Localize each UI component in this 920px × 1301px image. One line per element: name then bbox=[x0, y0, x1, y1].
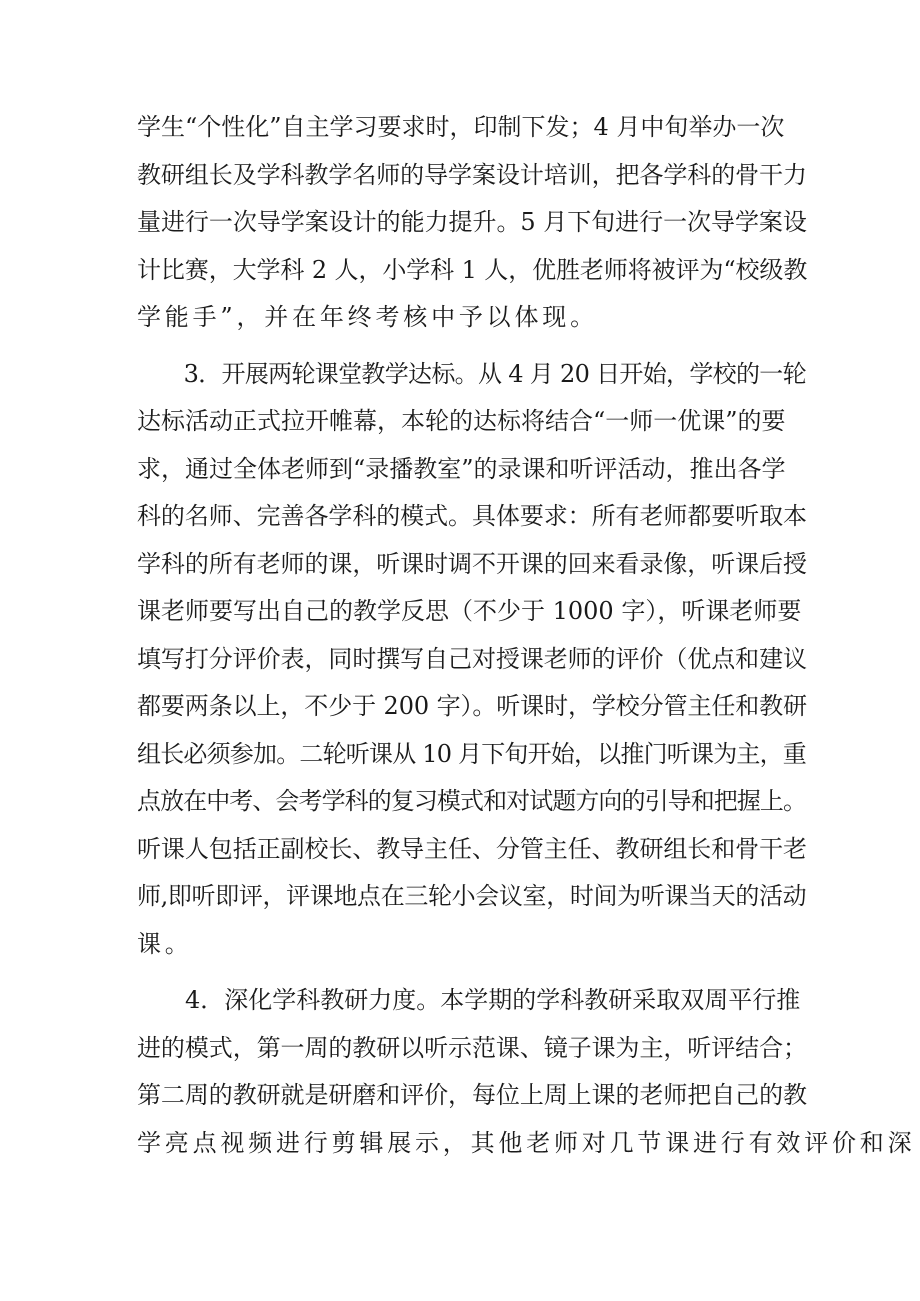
paragraph bbox=[137, 977, 916, 1167]
text-line: 学亮点视频进行剪辑展示，其他老师对几节课进行有效评价和深 bbox=[137, 1128, 916, 1157]
text-line: 组长必须参加。二轮听课从 10 月下旬开始，以推门听课为主，重 bbox=[137, 739, 806, 768]
text-line: 填写打分评价表，同时撰写自己对授课老师的评价（优点和建议 bbox=[137, 644, 807, 673]
document-body bbox=[137, 104, 916, 1167]
text-line: 3．开展两轮课堂教学达标。从 4 月 20 日开始，学校的一轮 bbox=[137, 359, 806, 388]
paragraph-spacer bbox=[137, 342, 807, 351]
paragraph-spacer bbox=[137, 968, 807, 977]
text-line: 4．深化学科教研力度。本学期的学科教研采取双周平行推 bbox=[137, 986, 801, 1014]
text-line: 计比赛，大学科 2 人，小学科 1 人，优胜老师将被评为“校级教 bbox=[137, 255, 808, 284]
text-line: 学能手”，并在年终考核中予以体现。 bbox=[137, 303, 598, 331]
text-line: 师,即听即评，评课地点在三轮小会议室，时间为听课当天的活动 bbox=[137, 882, 807, 910]
text-line: 学科的所有老师的课，听课时调不开课的回来看录像，听课后授 bbox=[137, 549, 807, 578]
text-line: 都要两条以上，不少于 200 字）。听课时，学校分管主任和教研 bbox=[137, 692, 807, 720]
text-line: 科的名师、完善各学科的模式。具体要求：所有老师都要听取本 bbox=[137, 502, 807, 530]
text-line: 听课人包括正副校长、教导主任、分管主任、教研组长和骨干老 bbox=[137, 834, 807, 863]
text-line: 点放在中考、会考学科的复习模式和对试题方向的引导和把握上。 bbox=[137, 787, 807, 815]
paragraph bbox=[137, 104, 807, 342]
text-line: 求，通过全体老师到“录播教室”的录课和听评活动，推出各学 bbox=[137, 454, 786, 483]
paragraph bbox=[137, 351, 807, 969]
text-line: 量进行一次导学案设计的能力提升。5 月下旬进行一次导学案设 bbox=[137, 208, 807, 236]
text-line: 进的模式，第一周的教研以听示范课、镜子课为主，听评结合； bbox=[137, 1033, 807, 1062]
text-line: 达标活动正式拉开帷幕，本轮的达标将结合“一师一优课”的要 bbox=[137, 407, 786, 435]
text-line: 学生“个性化”自主学习要求时，印制下发；4 月中旬举办一次 bbox=[137, 113, 785, 141]
text-line: 课老师要写出自己的教学反思（不少于 1000 字），听课老师要 bbox=[137, 597, 802, 625]
text-line: 课。 bbox=[137, 929, 193, 958]
text-line: 第二周的教研就是研磨和评价，每位上周上课的老师把自己的教 bbox=[137, 1081, 807, 1109]
text-line: 教研组长及学科教学名师的导学案设计培训，把各学科的骨干力 bbox=[137, 160, 807, 189]
